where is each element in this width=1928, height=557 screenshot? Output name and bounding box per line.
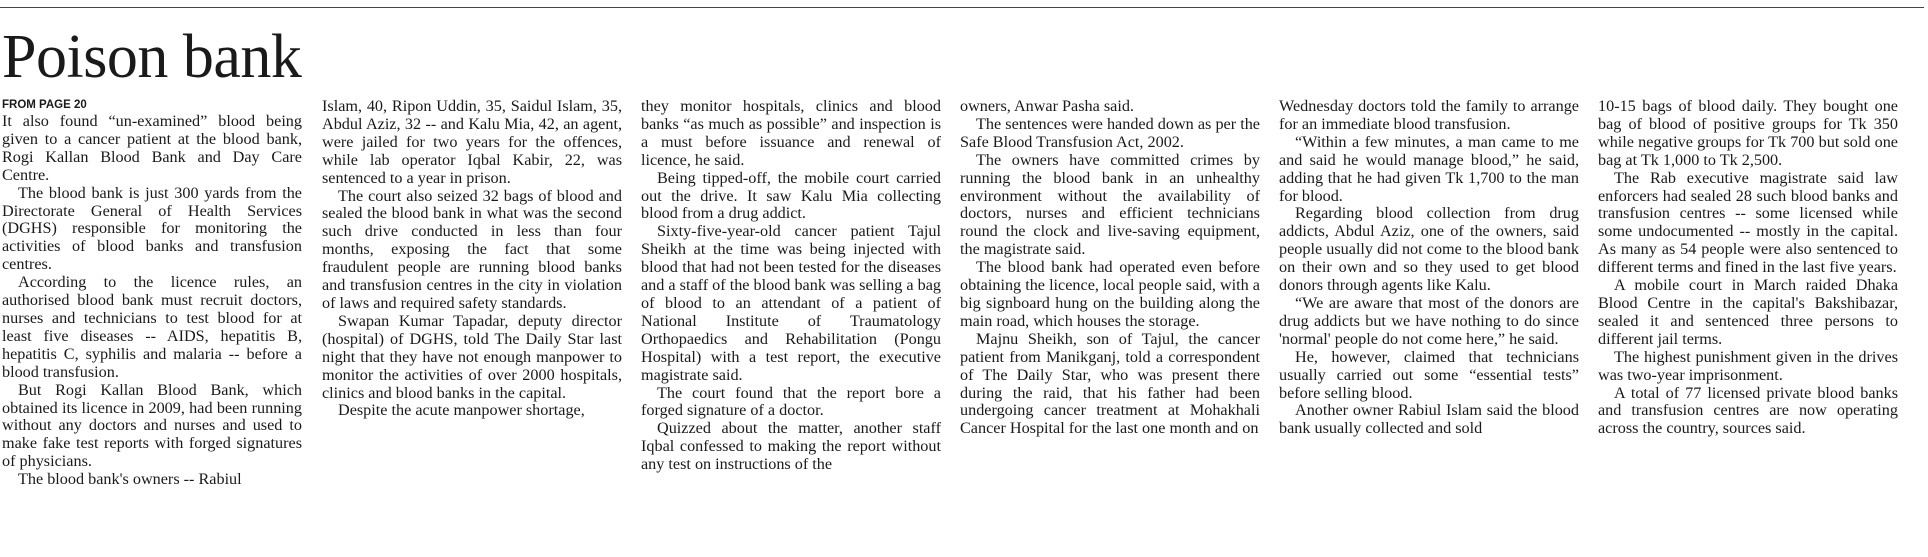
headline: Poison bank (2, 23, 302, 91)
paragraph: The court also seized 32 bags of blood and sealed the blood bank in what was the second such drive conducted in less than four months, exposing the fact that some fraudulent people are running blood banks and transfusion centres in the city in violation of laws and required safety standards. (322, 186, 622, 312)
paragraph: Swapan Kumar Tapadar, deputy director (hospital) of DGHS, told The Daily Star last night that they have not enough manpower to monitor the activities of over 2000 hospitals, clinics and blood banks in the capital. (322, 311, 622, 402)
paragraph: “We are aware that most of the donors are drug addicts but we have nothing to do since 'normal' people do not come here,” he said. (1279, 293, 1579, 348)
paragraph: But Rogi Kallan Blood Bank, which obtained its licence in 2009, had been running without any doctors and nurses and used to make fake test reports with forged signatures of physicians. (2, 380, 302, 471)
paragraph: The blood bank is just 300 yards from the Directorate General of Health Services (DGHS) responsible for monitoring the activities of blood banks and transfusion centres. (2, 183, 302, 274)
column-3 (641, 98, 941, 557)
paragraph: The owners have committed crimes by running the blood bank in an unhealthy environment without the availability of doctors, nurses and efficient technicians round the clock and live-saving equipment, the magistrate said. (960, 150, 1260, 259)
paragraph: It also found “un-examined” blood being given to a cancer patient at the blood bank, Rogi Kallan Blood Bank and Day Care Centre. (2, 112, 302, 184)
paragraph: Another owner Rabiul Islam said the blood bank usually collected and sold (1279, 401, 1579, 438)
paragraph: A mobile court in March raided Dhaka Blood Centre in the capital's Bakshibazar, sealed it and sentenced three persons to different jail terms. (1598, 276, 1898, 348)
paragraph: they monitor hospitals, clinics and blood banks “as much as possible” and inspection is a must before issuance and renewal of licence, he said. (641, 98, 941, 169)
paragraph: He, however, claimed that technicians usually carried out some “essential tests” before selling blood. (1279, 347, 1579, 402)
paragraph: The court found that the report bore a forged signature of a doctor. (641, 383, 941, 420)
column-2 (322, 98, 622, 557)
top-rule (0, 7, 1924, 8)
paragraph: The Rab executive magistrate said law enforcers had sealed 28 such blood banks and transfusion centres -- some licensed while some undocumented -- mostly in the capital. As many as 54 people were also sentenced to different terms and fined in the last five years. (1598, 168, 1898, 277)
paragraph: Despite the acute manpower shortage, (338, 401, 585, 420)
paragraph: A total of 77 licensed private blood banks and transfusion centres are now operating across the country, sources said. (1598, 383, 1898, 438)
paragraph: The blood bank had operated even before obtaining the licence, local people said, with a big signboard hung on the building along the main road, which houses the storage. (960, 258, 1260, 330)
paragraph: According to the licence rules, an authorised blood bank must recruit doctors, nurses and technicians to test blood for at least five diseases -- AIDS, hepatitis B, hepatitis C, syphilis and malaria -- before a blood transfusion. (2, 273, 302, 381)
paragraph: Wednesday doctors told the family to arrange for an immediate blood transfusion. (1279, 98, 1579, 133)
article-body (2, 98, 1902, 557)
paragraph: The highest punishment given in the drives was two-year imprisonment. (1598, 347, 1898, 384)
paragraph: “Within a few minutes, a man came to me and said he would manage blood,” he said, adding that he had given Tk 1,700 to the man for blood. (1279, 132, 1579, 205)
column-5 (1279, 98, 1579, 557)
paragraph: Being tipped-off, the mobile court carried out the drive. It saw Kalu Mia collecting blood from a drug addict. (641, 168, 941, 223)
paragraph: 10-15 bags of blood daily. They bought one bag of blood of positive groups for Tk 350 while negative groups for Tk 700 but sold one bag at Tk 1,000 to Tk 2,500. (1598, 98, 1898, 169)
paragraph: Regarding blood collection from drug addicts, Abdul Aziz, one of the owners, said people usually did not come to the blood bank on their own and so they used to get blood donors through agents like Kalu. (1279, 204, 1579, 295)
paragraph: Islam, 40, Ripon Uddin, 35, Saidul Islam, 35, Abdul Aziz, 32 -- and Kalu Mia, 42, an agent, were jailed for two years for the offences, while lab operator Iqbal Kabir, 22, was sentenced to a year in prison. (322, 98, 622, 187)
jump-line: FROM PAGE 20 (2, 99, 87, 111)
paragraph: The sentences were handed down as per the Safe Blood Transfusion Act, 2002. (960, 114, 1260, 151)
paragraph: Quizzed about the matter, another staff Iqbal confessed to making the report without any test on instructions of the (641, 419, 941, 474)
column-4 (960, 98, 1260, 557)
paragraph: Majnu Sheikh, son of Tajul, the cancer patient from Manikganj, told a correspondent of The Daily Star, who was present there during the raid, that his father had been undergoing cancer treatment at Mohakhali Cancer Hospital for the last one month and on (960, 329, 1260, 438)
column-1 (2, 98, 302, 557)
column-6 (1598, 98, 1898, 557)
paragraph: Sixty-five-year-old cancer patient Tajul Sheikh at the time was being injected with blood that had not been tested for the diseases and a staff of the blood bank was selling a bag of blood to an attendant of a patient of National Institute of Traumatology Orthopaedics and Rehabilitation (Pongu Hospital) with a test report, the executive magistrate said. (641, 222, 941, 384)
paragraph: The blood bank's owners -- Rabiul (18, 470, 242, 489)
paragraph: owners, Anwar Pasha said. (960, 98, 1134, 115)
